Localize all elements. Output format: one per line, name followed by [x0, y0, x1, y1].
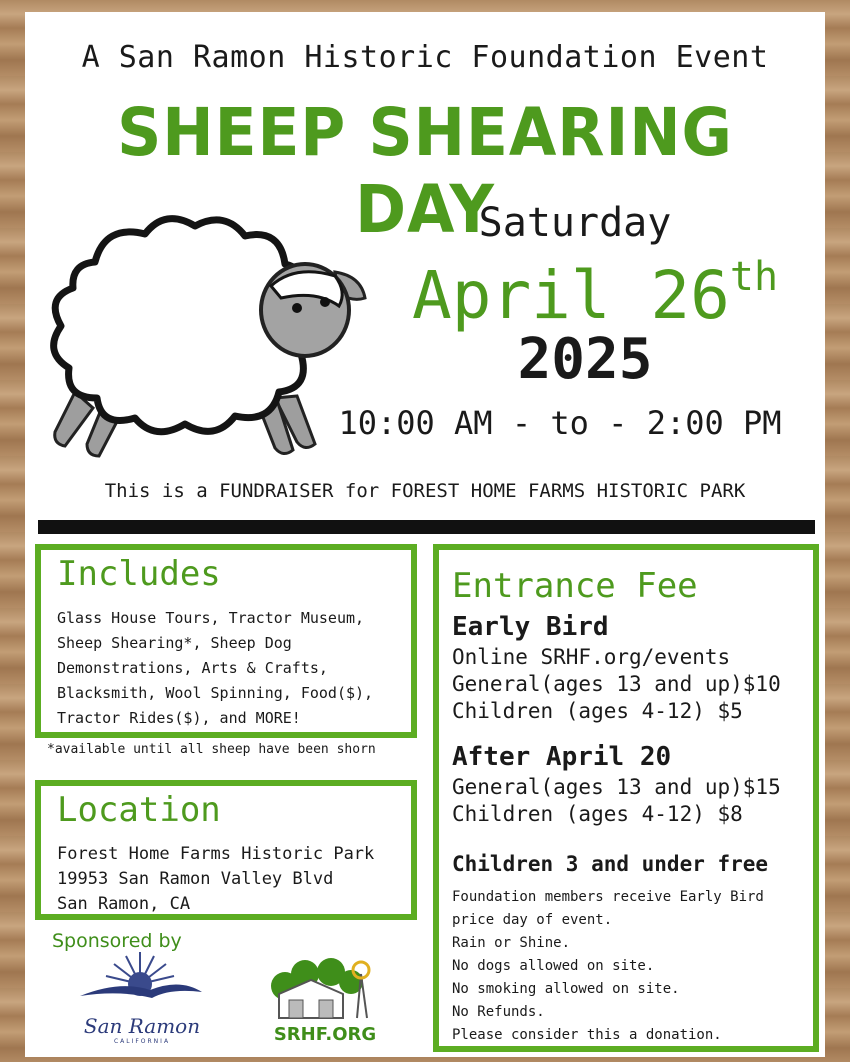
event-date-suffix: th [729, 254, 779, 300]
includes-heading: Includes [57, 554, 221, 594]
fee-row: Online SRHF.org/events [452, 645, 731, 669]
list-item: Glass House Tours, Tractor Museum, [57, 609, 365, 627]
event-date-main: April 26 [411, 257, 730, 334]
includes-footnote: *available until all sheep have been shorn [47, 742, 376, 757]
after-date-heading: After April 20 [452, 742, 672, 772]
event-title: SHEEP SHEARING DAY [117, 94, 733, 248]
event-poster [25, 12, 825, 1057]
free-admission-line: Children 3 and under free [452, 852, 769, 876]
fee-row: Children (ages 4-12) $8 [452, 802, 743, 826]
event-time: 10:00 AM - to - 2:00 PM [338, 404, 782, 442]
list-item: Sheep Shearing*, Sheep Dog [57, 634, 292, 652]
note-line: Please consider this a donation. [452, 1027, 722, 1043]
srhf-logo-text: SRHF.ORG [273, 1024, 377, 1045]
after-date-list [452, 774, 781, 828]
event-day: Saturday [478, 200, 672, 246]
entrance-fee-box [433, 544, 819, 1052]
note-line: No dogs allowed on site. [452, 958, 655, 974]
city-logo-text: San Ramon [83, 1014, 201, 1038]
location-heading: Location [57, 790, 221, 830]
city-logo-subtext: CALIFORNIA [113, 1038, 171, 1045]
fee-row: General(ages 13 and up)$15 [452, 775, 781, 799]
event-date [375, 254, 815, 334]
address-line: San Ramon, CA [57, 894, 191, 914]
fee-notes [452, 886, 764, 1047]
early-bird-list [452, 644, 781, 725]
fee-row: Children (ages 4-12) $5 [452, 699, 743, 723]
fundraiser-note: This is a FUNDRAISER for FOREST HOME FARMS HISTORIC PARK [104, 480, 746, 502]
note-line: No smoking allowed on site. [452, 981, 680, 997]
fee-row: General(ages 13 and up)$10 [452, 672, 781, 696]
city-logo-sun-eagle-icon [70, 950, 210, 1010]
early-bird-heading: Early Bird [452, 612, 609, 642]
includes-list [57, 606, 373, 731]
sponsored-by-label: Sponsored by [52, 930, 182, 952]
note-line: Foundation members receive Early Bird [452, 889, 764, 905]
list-item: Blacksmith, Wool Spinning, Food($), [57, 684, 374, 702]
note-line: Rain or Shine. [452, 935, 571, 951]
note-line: No Refunds. [452, 1004, 545, 1020]
barn-windmill-logo-icon [265, 952, 385, 1024]
location-box [35, 780, 417, 920]
address-line: Forest Home Farms Historic Park [57, 844, 375, 864]
organization-line: A San Ramon Historic Foundation Event [81, 40, 769, 75]
divider [38, 520, 815, 534]
event-year: 2025 [517, 327, 653, 392]
list-item: Demonstrations, Arts & Crafts, [57, 659, 328, 677]
address-line: 19953 San Ramon Valley Blvd [57, 869, 334, 889]
list-item: Tractor Rides($), and MORE! [57, 709, 301, 727]
fee-heading: Entrance Fee [452, 566, 698, 606]
includes-box [35, 544, 417, 738]
note-line: price day of event. [452, 912, 613, 928]
location-address [57, 842, 374, 917]
